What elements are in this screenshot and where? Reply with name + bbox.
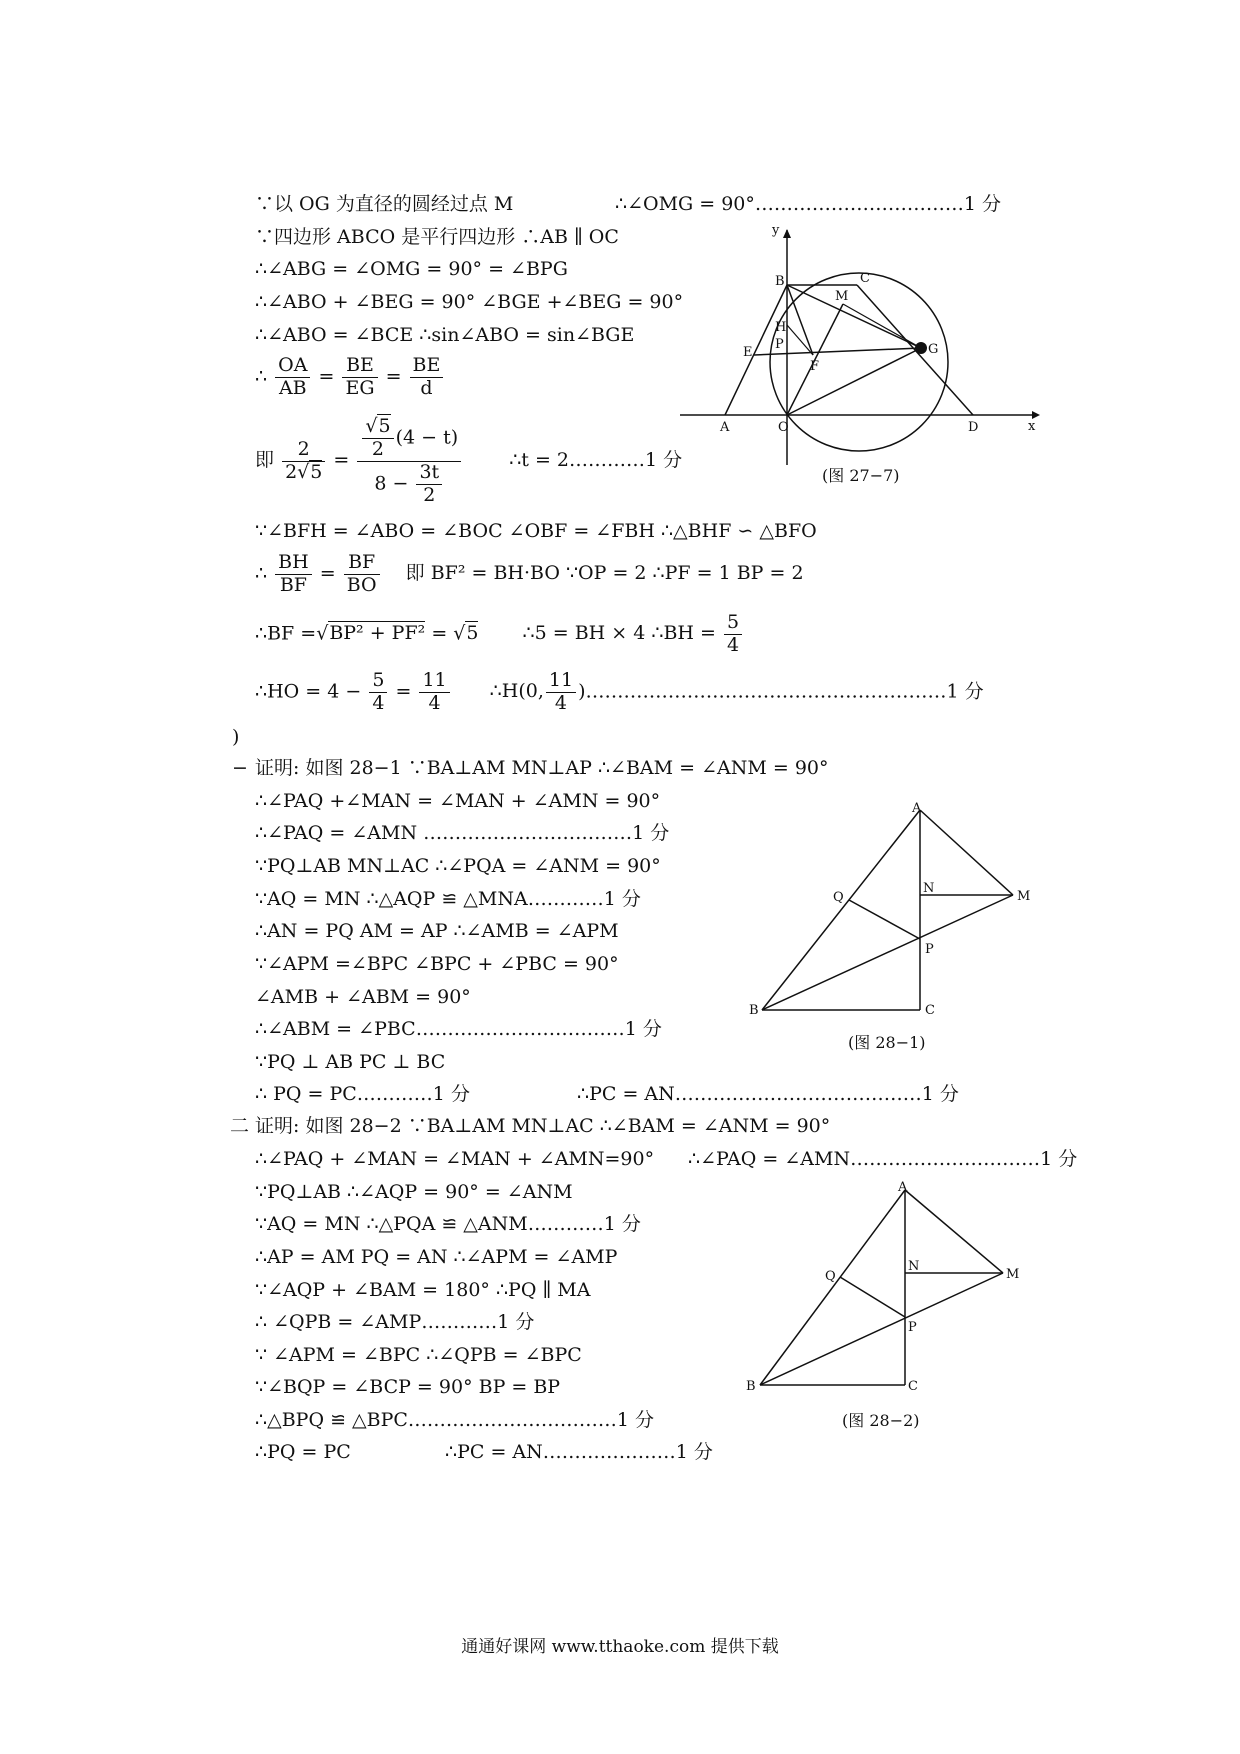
p28-part2-mark: 二 xyxy=(230,1115,250,1137)
segment-qp xyxy=(849,900,920,939)
label-c: C xyxy=(925,1003,935,1018)
p28a-line-2: ∴∠PAQ +∠MAN = ∠MAN + ∠AMN = 90° xyxy=(255,790,661,812)
therefore-symbol: ∴ xyxy=(255,365,268,388)
label-a: A xyxy=(912,801,922,816)
segment-ab xyxy=(762,810,920,1010)
p28b-line-1: 证明: 如图 28−2 ∵BA⊥AM MN⊥AC ∴∠BAM = ∠ANM = 90° xyxy=(255,1115,831,1137)
denominator: BO xyxy=(346,573,377,596)
numerator: BF xyxy=(344,552,380,575)
radicand: 5 xyxy=(310,460,323,483)
fraction-be-eg xyxy=(342,355,377,400)
denominator: d xyxy=(420,376,433,399)
therefore-symbol: ∴ xyxy=(255,562,268,585)
denominator: AB xyxy=(278,376,307,399)
closing-parenthesis: ) xyxy=(232,726,240,748)
ji-symbol: 即 xyxy=(255,449,275,472)
numerator: 3t xyxy=(416,462,442,485)
label-o: O xyxy=(778,420,789,435)
label-a: A xyxy=(720,420,730,435)
figure-28-1-caption: (图 28−1) xyxy=(848,1033,926,1052)
denominator: 4 xyxy=(727,633,740,656)
p28a-line-3: ∴∠PAQ = ∠AMN ……………………………1 分 xyxy=(255,822,670,844)
circle-og xyxy=(770,273,948,451)
p27-line-1a: ∵以 OG 为直径的圆经过点 M xyxy=(255,193,514,215)
p28a-line-9: ∴∠ABM = ∠PBC……………………………1 分 xyxy=(255,1018,662,1040)
fraction-oa-ab xyxy=(275,355,310,400)
segment-og xyxy=(787,348,921,415)
equals: = xyxy=(385,365,402,388)
p28b-line-8: ∵ ∠APM = ∠BPC ∴∠QPB = ∠BPC xyxy=(255,1344,582,1366)
label-p: P xyxy=(925,942,934,957)
segment-bm xyxy=(762,895,1013,1010)
p27-line-6: ∵∠BFH = ∠ABO = ∠BOC ∠OBF = ∠FBH ∴△BHF ∽ △BFO xyxy=(255,520,817,542)
fraction-root5-over-2 xyxy=(362,416,393,461)
p28b-line-3: ∵PQ⊥AB ∴∠AQP = 90° = ∠ANM xyxy=(255,1181,573,1203)
fraction-bf-bo xyxy=(344,552,380,597)
p27-fraction-line-5 xyxy=(255,670,984,715)
label-h: H xyxy=(775,320,787,335)
figure-28-1 xyxy=(745,800,1045,1025)
label-b: B xyxy=(746,1379,756,1394)
radicand: 5 xyxy=(378,415,391,437)
fraction-11-over-4 xyxy=(419,670,449,715)
fraction-3t-over-2 xyxy=(416,462,442,507)
denominator: EG xyxy=(345,376,375,399)
label-a: A xyxy=(898,1180,908,1195)
p28b-line-2b: ∴∠PAQ = ∠AMN…………………………1 分 xyxy=(688,1148,1078,1170)
y-axis-arrow-icon xyxy=(783,229,791,238)
point-h: ∴H(0, xyxy=(489,680,544,703)
denominator: 4 xyxy=(554,691,568,714)
bf-squared-relation: 即 BF² = BH·BO ∵OP = 2 ∴PF = 1 BP = 2 xyxy=(405,562,804,585)
p27-fraction-line-4: ∴BF =√BP² + PF² = √5 ∴5 = BH × 4 ∴BH = $\frac{5}{4}$ xyxy=(255,612,744,657)
figure-27-7-caption: (图 27−7) xyxy=(822,466,900,485)
p28b-line-5: ∴AP = AM PQ = AN ∴∠APM = ∠AMP xyxy=(255,1246,618,1268)
p28-part1-mark: − xyxy=(232,757,248,779)
denominator: 2 xyxy=(371,437,385,460)
equals: = xyxy=(395,680,412,703)
figure-28-2-caption: (图 28−2) xyxy=(842,1411,920,1430)
fraction-11-over-4 xyxy=(546,670,576,715)
p28b-line-2a: ∴∠PAQ + ∠MAN = ∠MAN + ∠AMN=90° xyxy=(255,1148,655,1170)
p27-line-2: ∵四边形 ABCO 是平行四边形 ∴AB ∥ OC xyxy=(255,226,619,248)
compound-numerator xyxy=(357,416,461,462)
numerator: 2 xyxy=(282,439,325,462)
denominator: 2 xyxy=(423,483,436,506)
numerator: OA xyxy=(275,355,310,378)
label-m: M xyxy=(835,289,849,304)
label-n: N xyxy=(923,881,935,896)
footer-source: 通通好课网 www.tthaoke.com 提供下载 xyxy=(461,1637,779,1657)
figure-28-2 xyxy=(740,1180,1040,1400)
fraction-be-d xyxy=(410,355,444,400)
factor: (4 − t) xyxy=(395,426,459,449)
p28b-line-10: ∴△BPQ ≌ △BPC……………………………1 分 xyxy=(255,1409,655,1431)
p28a-line-8: ∠AMB + ∠ABM = 90° xyxy=(255,986,471,1008)
label-q: Q xyxy=(833,890,844,905)
p28a-line-6: ∴AN = PQ AM = AP ∴∠AMB = ∠APM xyxy=(255,920,619,942)
bh-expression: ∴5 = BH × 4 ∴BH = xyxy=(522,622,716,645)
p28a-line-4: ∵PQ⊥AB MN⊥AC ∴∠PQA = ∠ANM = 90° xyxy=(255,855,661,877)
label-p: P xyxy=(775,337,784,352)
label-p: P xyxy=(908,1320,917,1335)
label-n: N xyxy=(908,1259,920,1274)
p28b-line-7: ∴ ∠QPB = ∠AMP…………1 分 xyxy=(255,1311,535,1333)
p28b-line-6: ∵∠AQP + ∠BAM = 180° ∴PQ ∥ MA xyxy=(255,1279,591,1301)
segment-ab xyxy=(760,1190,905,1385)
equals: = xyxy=(431,622,448,645)
p27-line-3: ∴∠ABG = ∠OMG = 90° = ∠BPG xyxy=(255,258,568,280)
p28a-line-1: 证明: 如图 28−1 ∵BA⊥AM MN⊥AP ∴∠BAM = ∠ANM = 90° xyxy=(255,757,829,779)
p27-line-4: ∴∠ABO + ∠BEG = 90° ∠BGE +∠BEG = 90° xyxy=(255,291,684,313)
coefficient: 2 xyxy=(285,460,298,483)
compound-denominator xyxy=(357,462,461,507)
x-axis-arrow-icon xyxy=(1032,411,1040,419)
numerator: 5 xyxy=(724,612,742,635)
label-b: B xyxy=(749,1003,759,1018)
label-f: F xyxy=(810,359,820,374)
numerator: BH xyxy=(275,552,312,575)
label-e: E xyxy=(743,345,753,360)
denominator: 4 xyxy=(428,691,441,714)
fraction-2-over-2root5 xyxy=(282,439,325,484)
numerator: 11 xyxy=(546,670,576,693)
p28a-line-5: ∵AQ = MN ∴△AQP ≌ △MNA…………1 分 xyxy=(255,888,641,910)
p28a-line-7: ∵∠APM =∠BPC ∠BPC + ∠PBC = 90° xyxy=(255,953,619,975)
compound-fraction xyxy=(357,416,461,506)
label-g: G xyxy=(928,342,939,357)
p27-fraction-line-1 xyxy=(255,355,445,400)
denominator: 2√5 xyxy=(285,460,323,483)
figure-27-7 xyxy=(680,225,1040,475)
label-m: M xyxy=(1006,1267,1020,1282)
term: 8 − xyxy=(374,472,409,495)
numerator: 11 xyxy=(419,670,449,693)
p28b-line-4: ∵AQ = MN ∴△PQA ≌ △ANM…………1 分 xyxy=(255,1213,641,1235)
numerator: BE xyxy=(342,355,377,378)
p27-line-1b: ∴∠OMG = 90°……………………………1 分 xyxy=(615,193,1002,215)
segment-mg xyxy=(843,304,921,348)
label-x: x xyxy=(1028,419,1036,434)
equals: = xyxy=(318,365,335,388)
label-q: Q xyxy=(825,1269,836,1284)
ho-expression: ∴HO = 4 − xyxy=(255,680,362,703)
label-y: y xyxy=(772,225,780,238)
p28a-line-11a: ∴ PQ = PC…………1 分 xyxy=(255,1083,470,1105)
numerator: BE xyxy=(410,355,444,378)
equals: = xyxy=(319,562,336,585)
segment-bm xyxy=(760,1273,1003,1385)
label-c: C xyxy=(908,1379,918,1394)
bf-expression: ∴BF = xyxy=(255,622,317,645)
segment-am xyxy=(905,1190,1003,1273)
label-m: M xyxy=(1017,889,1031,904)
denominator: BF xyxy=(279,573,307,596)
segment-hf xyxy=(787,325,813,355)
label-b: B xyxy=(775,274,785,289)
segment-qp xyxy=(840,1277,905,1317)
label-c: C xyxy=(860,271,870,286)
p28a-line-11b: ∴PC = AN…………………………………1 分 xyxy=(577,1083,959,1105)
denominator: 4 xyxy=(372,691,385,714)
radicand: BP² + PF² xyxy=(329,622,426,645)
p28b-line-9: ∵∠BQP = ∠BCP = 90° BP = BP xyxy=(255,1376,561,1398)
numerator: √5 xyxy=(362,416,393,439)
equals: = xyxy=(333,449,350,472)
p27-fraction-line-2 xyxy=(255,416,682,506)
p28a-line-10: ∵PQ ⊥ AB PC ⊥ BC xyxy=(255,1051,446,1073)
score-mark: )…………………………………………………1 分 xyxy=(578,680,984,703)
p28b-line-11b: ∴PC = AN…………………1 分 xyxy=(445,1441,713,1463)
p28b-line-11a: ∴PQ = PC xyxy=(255,1441,351,1463)
p27-line-5: ∴∠ABO = ∠BCE ∴sin∠ABO = sin∠BGE xyxy=(255,324,635,346)
point-g-marker xyxy=(915,342,927,354)
t-result: ∴t = 2…………1 分 xyxy=(509,449,683,472)
radicand: 5 xyxy=(466,622,479,645)
label-d: D xyxy=(968,420,979,435)
numerator: 5 xyxy=(369,670,387,693)
p27-fraction-line-3 xyxy=(255,552,804,597)
fraction-bh-bf xyxy=(275,552,312,597)
fraction-5-over-4 xyxy=(369,670,387,715)
fraction-5-over-4 xyxy=(724,612,742,657)
